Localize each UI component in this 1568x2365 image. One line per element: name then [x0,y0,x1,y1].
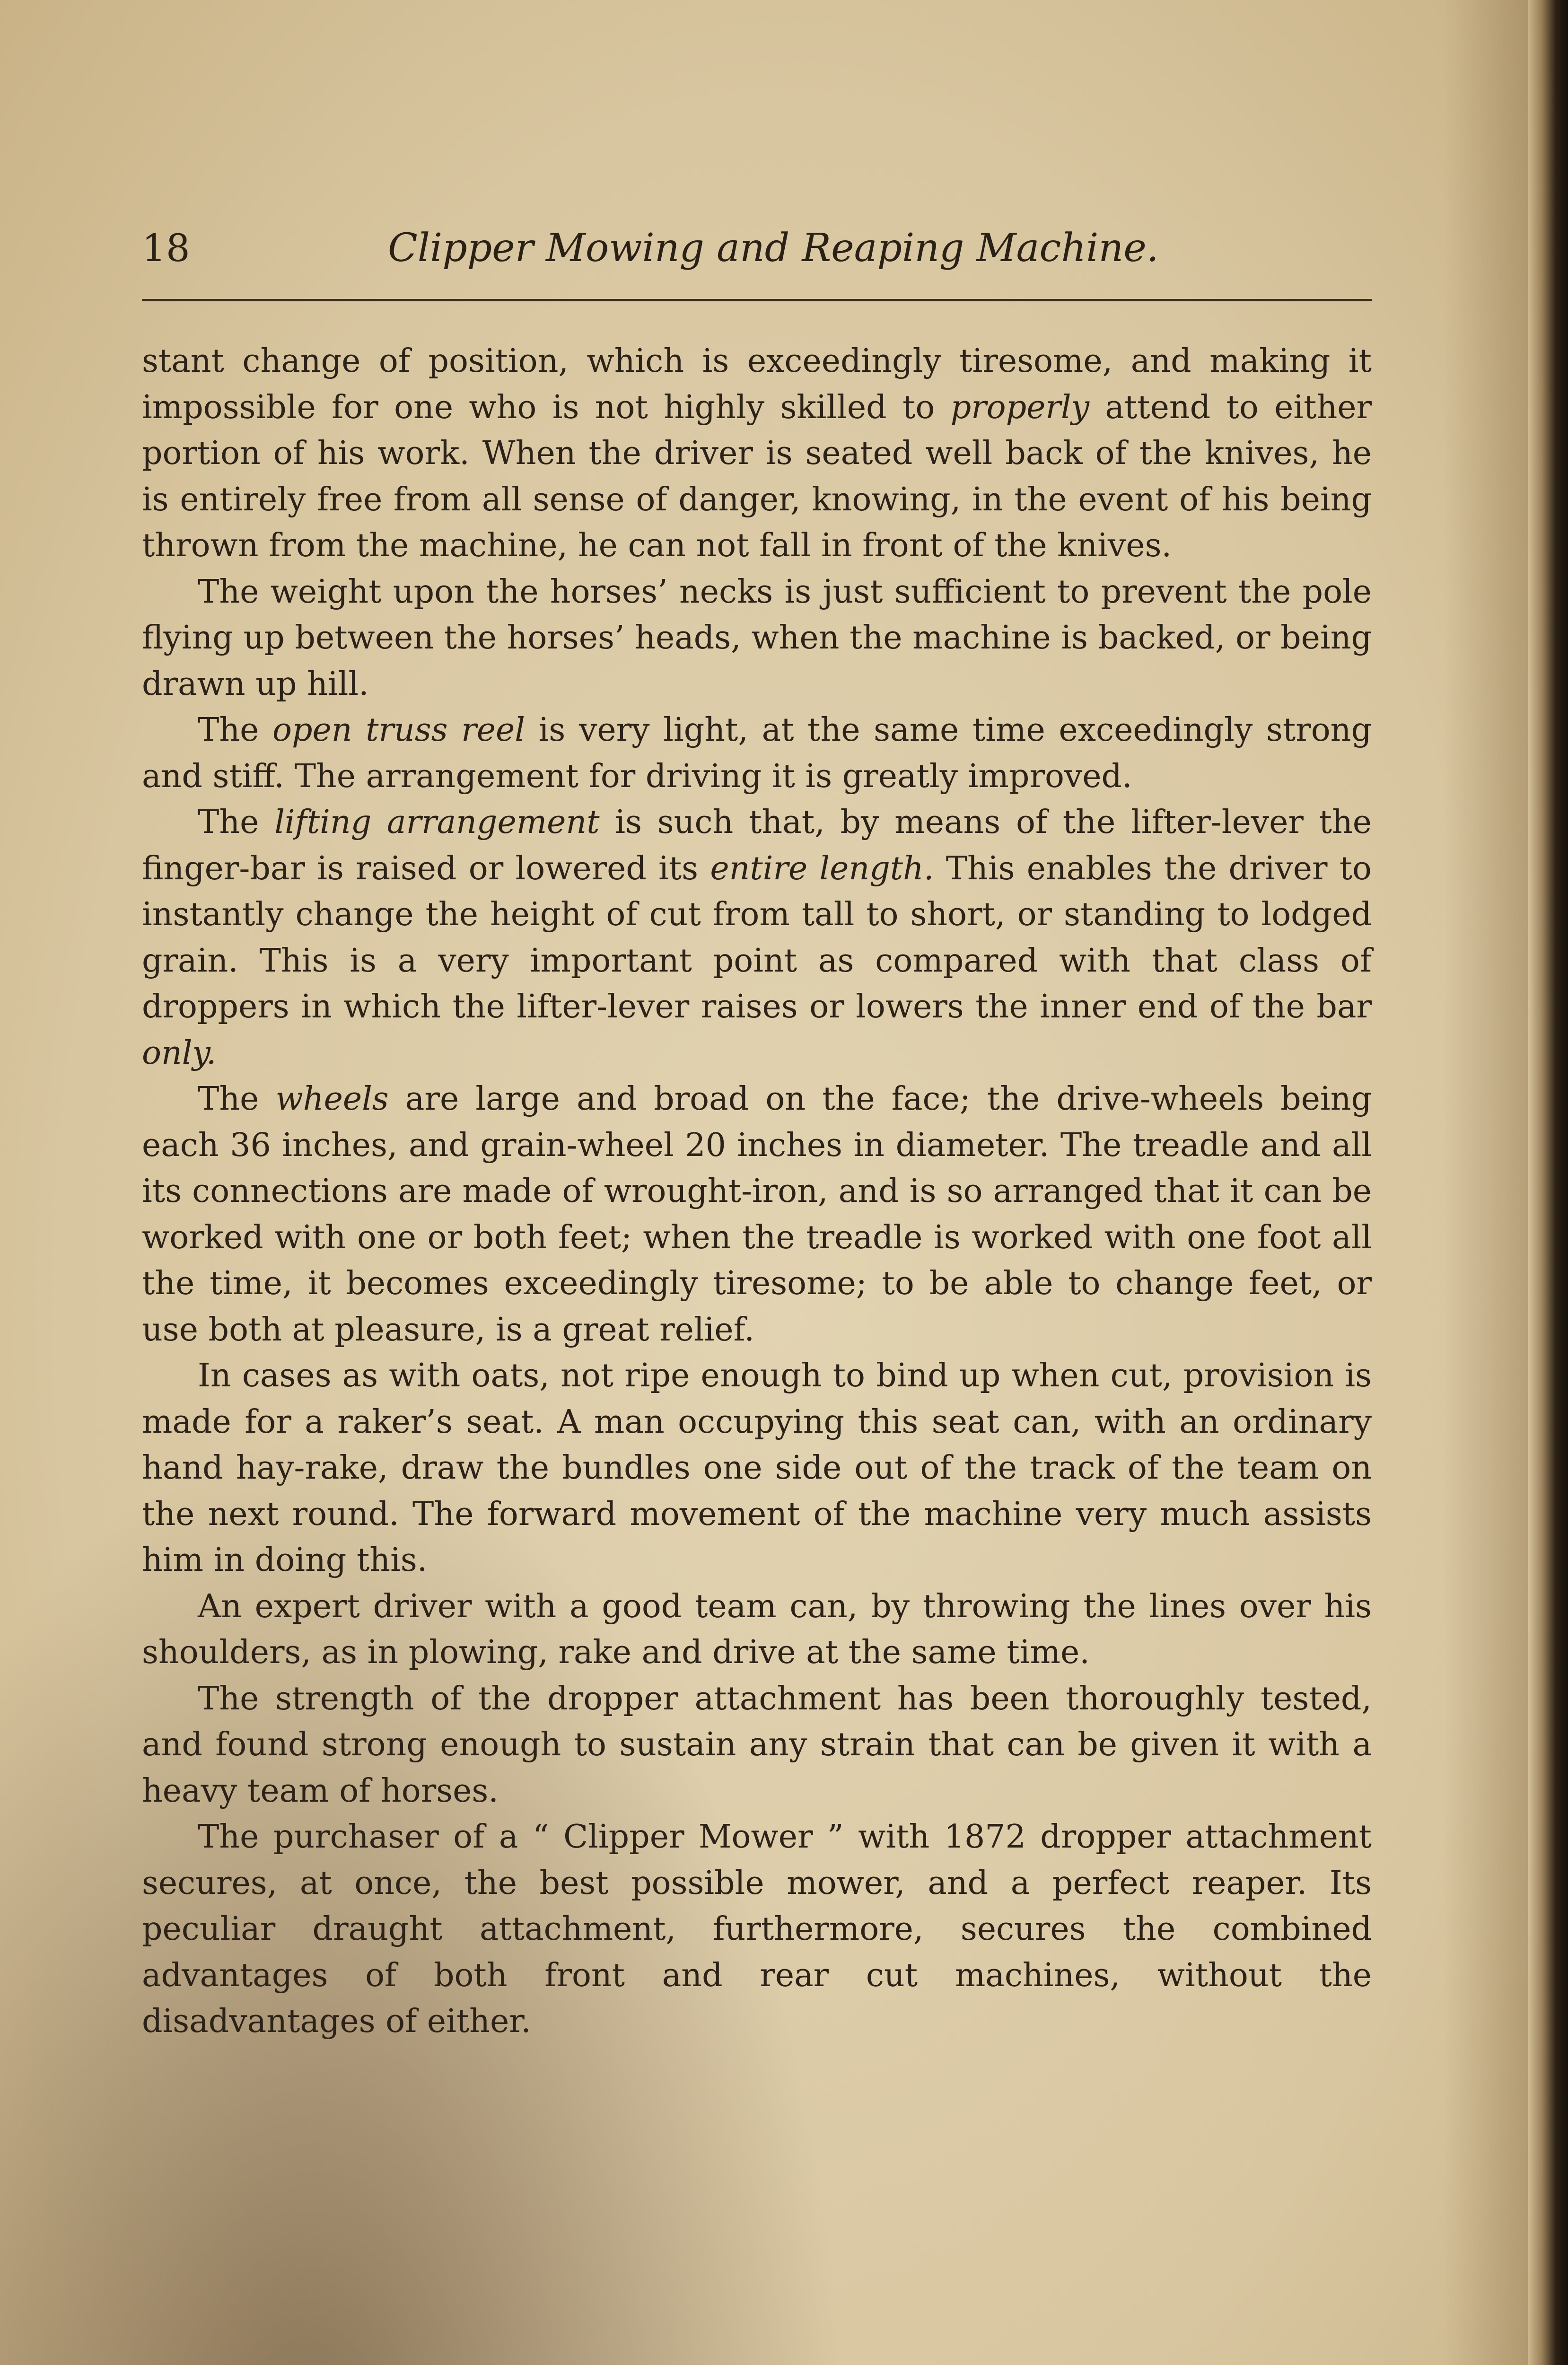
paragraph-4 [142,799,1372,1076]
text-run: The strength of the dropper attachment has been thoroughly tested, and found strong enough to sustain any strain that can be given it with a heavy team of horses. [142,1680,1372,1810]
text-run: are large and broad on the face; the drive-wheels being each 36 inches, and grain-wheel 20 inches in diameter. The treadle and all its connections are made of wrought-iron, and is so arranged that it can be worked with one or both feet; when the treadle is worked with one foot all the time, it becomes exceedingly tiresome; to be able to change feet, or use both at pleasure, is a great relief. [142,1080,1372,1349]
italic-run: wheels [275,1080,389,1118]
text-run: The [198,804,275,841]
text-run: The purchaser of a “ Clipper Mower ” with 1872 dropper attachment secures, at once, the best possible mower, and a perfect reaper. Its peculiar draught attachment, furthermore, secures the combined advantages of both front and rear cut machines, without the disadvantages of either. [142,1818,1372,2040]
text-run: stant change of position, which is exceedingly tiresome, and making it impossible for one who is not highly skilled to [142,342,1372,426]
paragraph-3 [142,707,1372,799]
text-run: An expert driver with a good team can, by throwing the lines over his shoulders, as in plowing, rake and drive at the same time. [142,1587,1372,1671]
running-title: Clipper Mowing and Reaping Machine. [388,226,1159,271]
italic-run: entire length. [710,850,934,887]
page-number: 18 [142,226,190,270]
italic-run: only. [142,1034,217,1072]
paragraph-1 [142,338,1372,569]
italic-run: properly [950,388,1090,426]
book-spine [1528,0,1568,2365]
paragraph-7 [142,1584,1372,1676]
text-run: This enables the driver to instantly change the height of cut from tall to short, or standing to lodged grain. This is a very important point as compared with that class of droppers in which the lifter-lever raises or lowers the inner end of the bar [142,850,1372,1025]
paragraph-9 [142,1814,1372,2045]
paragraph-8 [142,1676,1372,1814]
text-run: is very light, at the same time exceedingly strong and stiff. The arrangement for driving it is greatly improved. [142,711,1372,795]
text-run: attend to either portion of his work. When the driver is seated well back of the knives, he is entirely free from all sense of danger, knowing, in the event of his being thrown from the machine, he can not fall in front of the knives. [142,388,1372,564]
text-run: is such that, by means of the lifter-lever the finger-bar is raised or lowered its [142,804,1372,887]
text-run: The [198,1080,276,1118]
paragraph-6 [142,1353,1372,1584]
page-header [142,222,1372,279]
body-text [142,338,1372,2045]
paragraph-2 [142,569,1372,708]
header-rule [142,299,1372,301]
text-run: In cases as with oats, not ripe enough to bind up when cut, provision is made for a raker’s seat. A man occupying this seat can, with an ordinary hand hay-rake, draw the bundles one side out of the track of the team on the next round. The forward movement of the machine very much assists him in doing this. [142,1357,1372,1579]
italic-run: lifting arrangement [274,804,600,841]
text-run: The weight upon the horses’ necks is just sufficient to prevent the pole flying up between the horses’ heads, when the machine is backed, or being drawn up hill. [142,573,1372,703]
italic-run: open truss reel [272,711,526,749]
spine-shadow [1443,0,1528,2365]
text-run: The [198,711,273,749]
paragraph-5 [142,1076,1372,1353]
